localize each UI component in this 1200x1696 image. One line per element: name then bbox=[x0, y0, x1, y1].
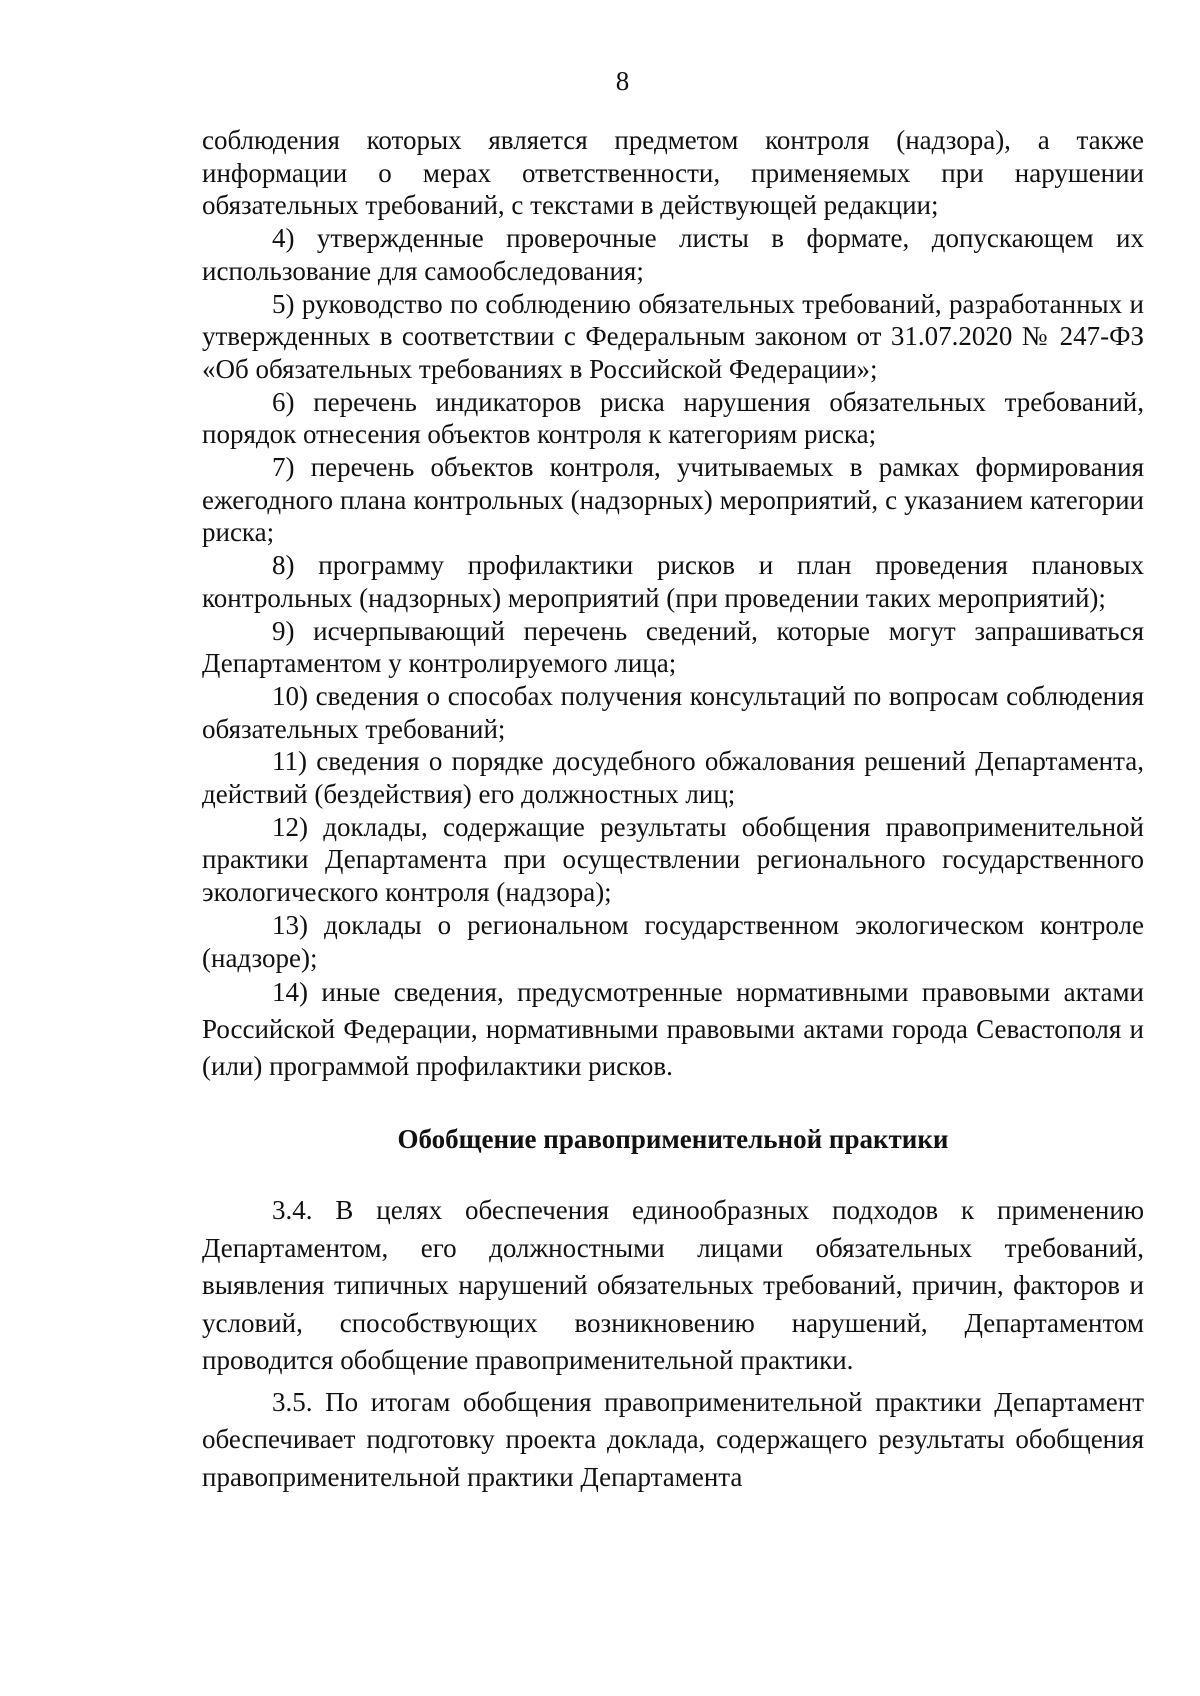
paragraph-3-4: 3.4. В целях обеспечения единообразных подходов к применению Департаментом, его должностными лицами обязательных требований, выявления типичных нарушений обязательных требований, причин, факторов и условий, способствующих возникновению нарушений, Департаментом проводится обобщение правоприменительной практики. bbox=[202, 1195, 1144, 1376]
list-item-4: 4) утвержденные проверочные листы в формате, допускающем их использование для самообследования; bbox=[202, 223, 1144, 286]
section-heading: Обобщение правоприменительной практики bbox=[397, 1124, 949, 1155]
list-item-11: 11) сведения о порядке досудебного обжалования решений Департамента, действий (бездействия) его должностных лиц; bbox=[202, 746, 1144, 810]
page-number: 8 bbox=[615, 66, 630, 96]
list-item-13: 13) доклады о региональном государственном экологическом контроле (надзоре); bbox=[202, 909, 1144, 973]
list-item-10: 10) сведения о способах получения консультаций по вопросам соблюдения обязательных требований; bbox=[202, 680, 1144, 744]
list-item-7: 7) перечень объектов контроля, учитываемых в рамках формирования ежегодного плана контрольных (надзорных) мероприятий, с указанием категории риска; bbox=[202, 452, 1144, 548]
list-item-12: 12) доклады, содержащие результаты обобщения правоприменительной практики Департамента при осуществлении регионального государственного экологического контроля (надзора); bbox=[202, 811, 1144, 908]
list-item-14: 14) иные сведения, предусмотренные нормативными правовыми актами Российской Федерации, нормативными правовыми актами города Севастополя и (или) программой профилактики рисков. bbox=[202, 977, 1144, 1082]
list-item-5: 5) руководство по соблюдению обязательных требований, разработанных и утвержденных в соответствии с Федеральным законом от 31.07.2020 № 247-ФЗ «Об обязательных требованиях в Российской Федерации»; bbox=[202, 288, 1144, 384]
list-item-6: 6) перечень индикаторов риска нарушения обязательных требований, порядок отнесения объектов контроля к категориям риска; bbox=[202, 386, 1144, 450]
section-body bbox=[202, 1192, 1144, 1496]
paragraph-3-5: 3.5. По итогам обобщения правоприменительной практики Департамент обеспечивает подготовку проекта доклада, содержащего результаты обобщения правоприменительной практики Департамента bbox=[202, 1386, 1144, 1492]
opening-paragraph: соблюдения которых является предметом контроля (надзора), а также информации о мерах ответственности, применяемых при нарушении обязательных требований, с текстами в действующей редакции; bbox=[202, 125, 1144, 221]
document-body bbox=[202, 124, 1144, 1496]
list-item-9: 9) исчерпывающий перечень сведений, которые могут запрашиваться Департаментом у контролируемого лица; bbox=[202, 615, 1144, 679]
list-item-8: 8) программу профилактики рисков и план проведения плановых контрольных (надзорных) мероприятий (при проведении таких мероприятий); bbox=[202, 550, 1144, 613]
